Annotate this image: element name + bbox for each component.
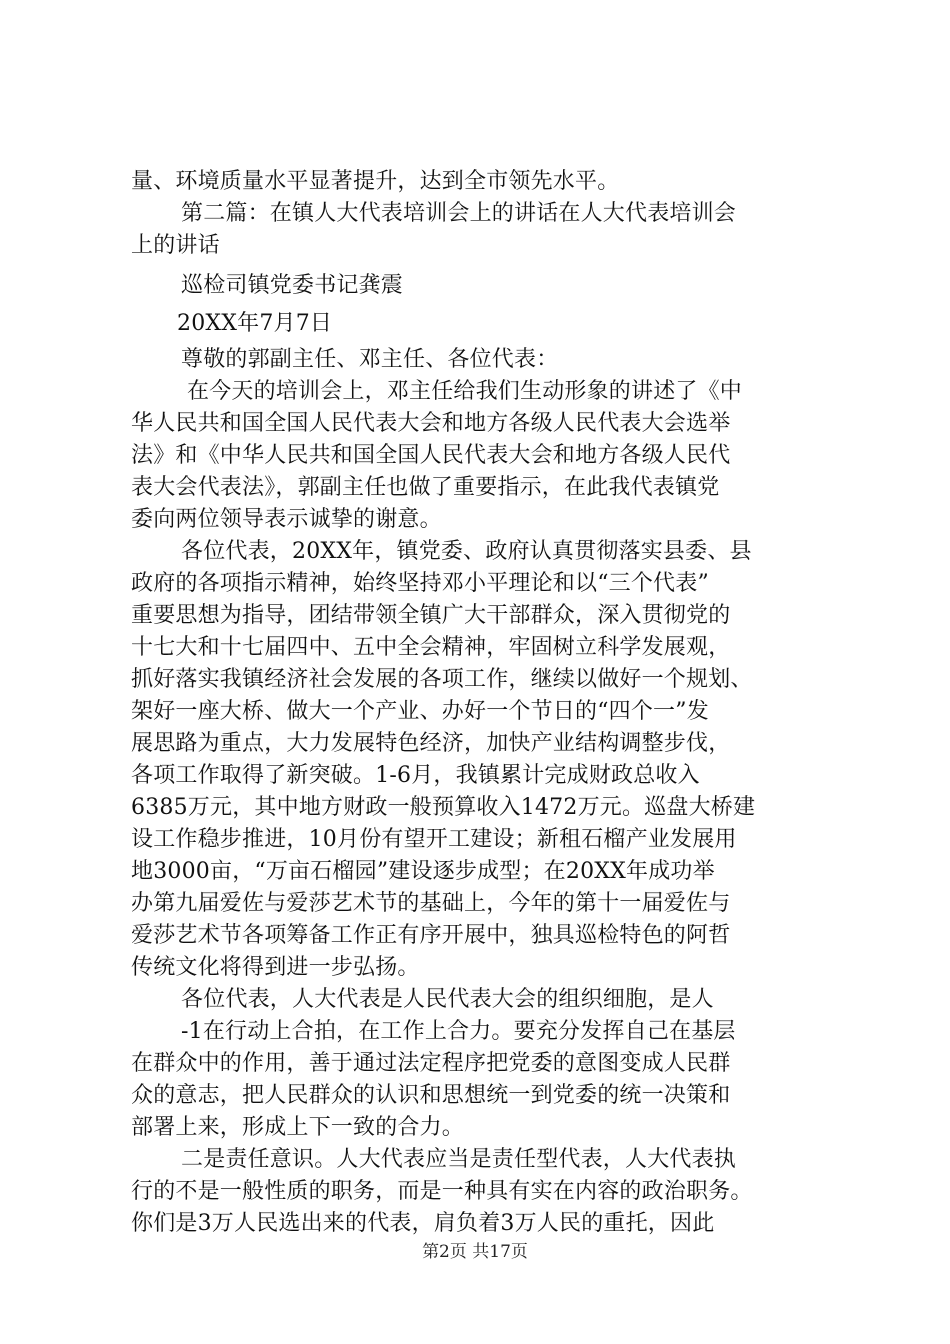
text-line: 重要思想为指导，团结带领全镇广大干部群众，深入贯彻党的 <box>131 603 731 628</box>
text-line: 6385万元，其中地方财政一般预算收入1472万元。巡盘大桥建 <box>131 795 756 820</box>
text-line: 架好一座大桥、做大一个产业、办好一个节日的“四个一”发 <box>131 699 709 724</box>
text-line: 第二篇：在镇人大代表培训会上的讲话在人大代表培训会 <box>181 201 737 226</box>
text-line: 你们是3万人民选出来的代表，肩负着3万人民的重托，因此 <box>131 1211 715 1236</box>
text-line: 20XX年7月7日 <box>177 311 333 336</box>
text-line: 各位代表，20XX年，镇党委、政府认真贯彻落实县委、县 <box>181 539 752 564</box>
text-line: 法》和《中华人民共和国全国人民代表大会和地方各级人民代 <box>131 443 731 468</box>
text-line: 办第九届爱佐与爱莎艺术节的基础上，今年的第十一届爱佐与 <box>131 891 731 916</box>
text-line: 部署上来，形成上下一致的合力。 <box>131 1115 465 1140</box>
text-line: 各位代表，人大代表是人民代表大会的组织细胞，是人 <box>181 987 714 1012</box>
text-line: 传统文化将得到进一步弘扬。 <box>131 955 420 980</box>
text-line: 设工作稳步推进，10月份有望开工建设；新租石榴产业发展用 <box>131 827 737 852</box>
text-line: 二是责任意识。人大代表应当是责任型代表，人大代表执 <box>181 1147 737 1172</box>
text-line: 各项工作取得了新突破。1-6月，我镇累计完成财政总收入 <box>131 763 700 788</box>
text-line: 量、环境质量水平显著提升，达到全市领先水平。 <box>131 169 620 194</box>
page-number-footer: 第2页 共17页 <box>422 1242 528 1262</box>
text-line: 众的意志，把人民群众的认识和思想统一到党委的统一决策和 <box>131 1083 731 1108</box>
text-line: 巡检司镇党委书记龚震 <box>181 273 404 298</box>
text-line: 在群众中的作用，善于通过法定程序把党委的意图变成人民群 <box>131 1051 731 1076</box>
text-line: 爱莎艺术节各项筹备工作正有序开展中，独具巡检特色的阿哲 <box>131 923 731 948</box>
text-line: 十七大和十七届四中、五中全会精神，牢固树立科学发展观， <box>131 635 731 660</box>
text-line: 展思路为重点，大力发展特色经济，加快产业结构调整步伐， <box>131 731 731 756</box>
text-line: 委向两位领导表示诚挚的谢意。 <box>131 507 442 532</box>
text-line: 地3000亩，“万亩石榴园”建设逐步成型；在20XX年成功举 <box>131 859 715 884</box>
text-line: 尊敬的郭副主任、邓主任、各位代表： <box>181 347 559 372</box>
text-line: 上的讲话 <box>131 233 220 258</box>
text-line: 华人民共和国全国人民代表大会和地方各级人民代表大会选举 <box>131 411 731 436</box>
text-line: 政府的各项指示精神，始终坚持邓小平理论和以“三个代表” <box>131 571 709 596</box>
text-line: 表大会代表法》，郭副主任也做了重要指示，在此我代表镇党 <box>131 475 720 500</box>
text-line: -1在行动上合拍，在工作上合力。要充分发挥自己在基层 <box>181 1019 736 1044</box>
text-line: 行的不是一般性质的职务，而是一种具有实在内容的政治职务。 <box>131 1179 753 1204</box>
text-line: 在今天的培训会上，邓主任给我们生动形象的讲述了《中 <box>187 379 743 404</box>
text-line: 抓好落实我镇经济社会发展的各项工作，继续以做好一个规划、 <box>131 667 753 692</box>
